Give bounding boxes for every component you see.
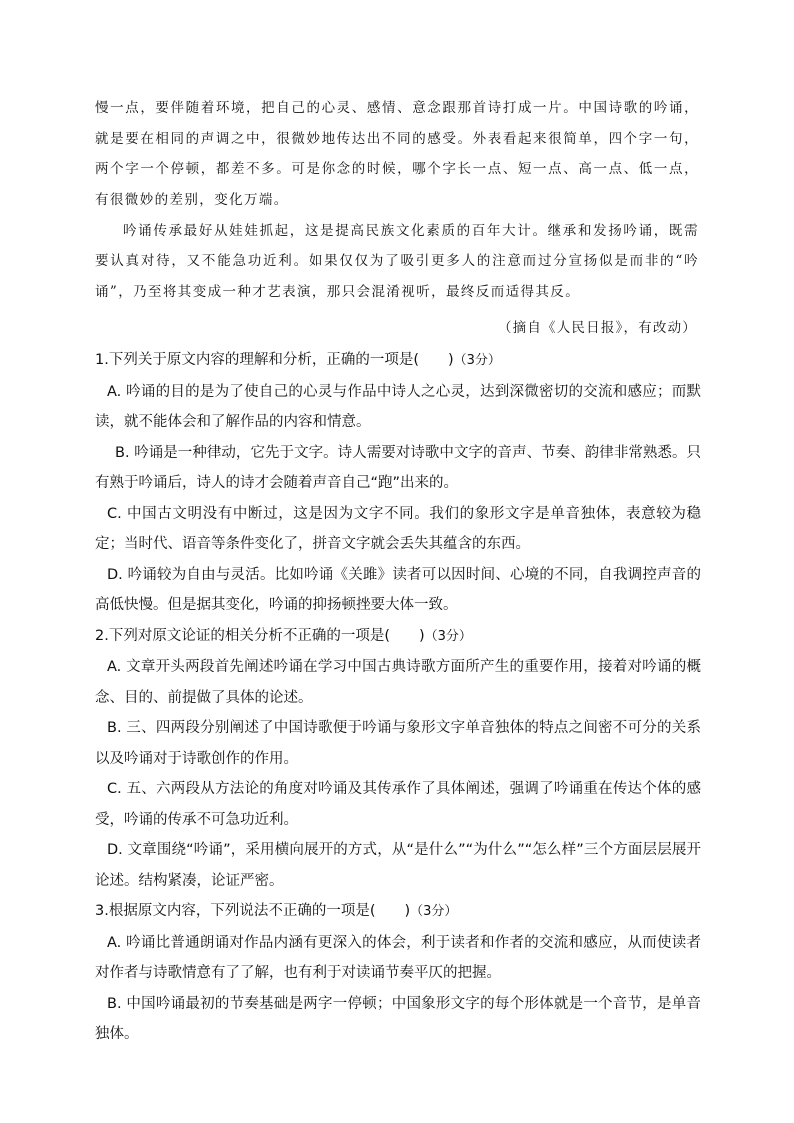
option-a (95, 928, 701, 989)
question-stem-text: 1.下列关于原文内容的理解和分析，正确的一项是( ) (95, 352, 454, 368)
question-stem (95, 896, 701, 928)
question-list (95, 345, 701, 1050)
option-text: A. 吟诵比普通朗诵对作品内涵有更深入的体会，利于读者和作者的交流和感应，从而使读者对作者与诗歌情意有了了解，也有利于对读诵节奏平仄的把握。 (95, 934, 701, 981)
option-text: D. 吟诵较为自由与灵活。比如吟诵《关雎》读者可以因时间、心境的不同，自我调控声音的高低快慢。但是据其变化，吟诵的抑扬顿挫要大体一致。 (95, 566, 701, 613)
option-b (95, 989, 701, 1050)
passage-paragraph-1: 慢一点，要伴随着环境，把自己的心灵、感情、意念跟那首诗打成一片。中国诗歌的吟诵，就是要在相同的声调之中，很微妙地传达出不同的感受。外表看起来很简单，四个字一句，两个字一个停顿，都差不多。可是你念的时候，哪个字长一点、短一点、高一点、低一点，有很微妙的差别，变化万端。 (95, 100, 699, 208)
question-2 (95, 621, 701, 897)
question-3 (95, 896, 701, 1050)
question-1 (95, 345, 701, 621)
option-text: C. 中国古文明没有中断过，这是因为文字不同。我们的象形文字是单音独体，表意较为稳定；当时代、语音等条件变化了，拼音文字就会丢失其蕴含的东西。 (95, 505, 701, 552)
option-d (95, 835, 701, 896)
option-text: C. 五、六两段从方法论的角度对吟诵及其传承作了具体阐述，强调了吟诵重在传达个体的感受，吟诵的传承不可急功近利。 (95, 781, 701, 828)
question-stem-text: 3.根据原文内容，下列说法不正确的一项是( ) (95, 903, 411, 919)
option-b (95, 438, 701, 499)
option-a (95, 377, 701, 438)
question-score: （3分） (424, 628, 472, 644)
passage-source: （摘自《人民日报》，有改动） (497, 320, 697, 336)
question-stem-text: 2.下列对原文论证的相关分析不正确的一项是( ) (95, 627, 425, 644)
option-c (95, 774, 701, 835)
option-c (95, 499, 701, 560)
option-a (95, 652, 701, 713)
option-text: B. 吟诵是一种律动，它先于文字。诗人需要对诗歌中文字的音声、节奏、韵律非常熟悉。只有熟于吟诵后，诗人的诗才会随着声音自己“跑”出来的。 (95, 444, 701, 491)
option-text: A. 吟诵的目的是为了使自己的心灵与作品中诗人之心灵，达到深微密切的交流和感应；而默读，就不能体会和了解作品的内容和情意。 (95, 383, 701, 430)
option-text: D. 文章围绕“吟诵”，采用横向展开的方式，从“是什么”“为什么”“怎么样”三个方面层层展开论述。结构紧凑，论证严密。 (95, 842, 701, 889)
passage-paragraph-2: 吟诵传承最好从娃娃抓起，这是提高民族文化素质的百年大计。继承和发扬吟诵，既需要认真对待，又不能急功近利。如果仅仅为了吸引更多人的注意而过分宣扬似是而非的“吟诵”，乃至将其变成一种才艺表演，那只会混淆视听，最终反而适得其反。 (95, 222, 699, 300)
option-text: B. 中国吟诵最初的节奏基础是两字一停顿；中国象形文字的每个形体就是一个音节，是单音独体。 (95, 995, 701, 1042)
question-score: （3分） (410, 904, 458, 919)
option-d (95, 560, 701, 621)
option-text: A. 文章开头两段首先阐述吟诵在学习中国古典诗歌方面所产生的重要作用，接着对吟诵的概念、目的、前提做了具体的论述。 (95, 659, 701, 706)
question-stem (95, 345, 701, 377)
option-text: B. 三、四两段分别阐述了中国诗歌便于吟诵与象形文字单音独体的特点之间密不可分的关系以及吟诵对于诗歌创作的作用。 (95, 720, 701, 767)
reading-passage (95, 93, 699, 307)
question-score: （3分） (453, 353, 501, 368)
option-b (95, 713, 701, 774)
question-stem (95, 621, 701, 653)
